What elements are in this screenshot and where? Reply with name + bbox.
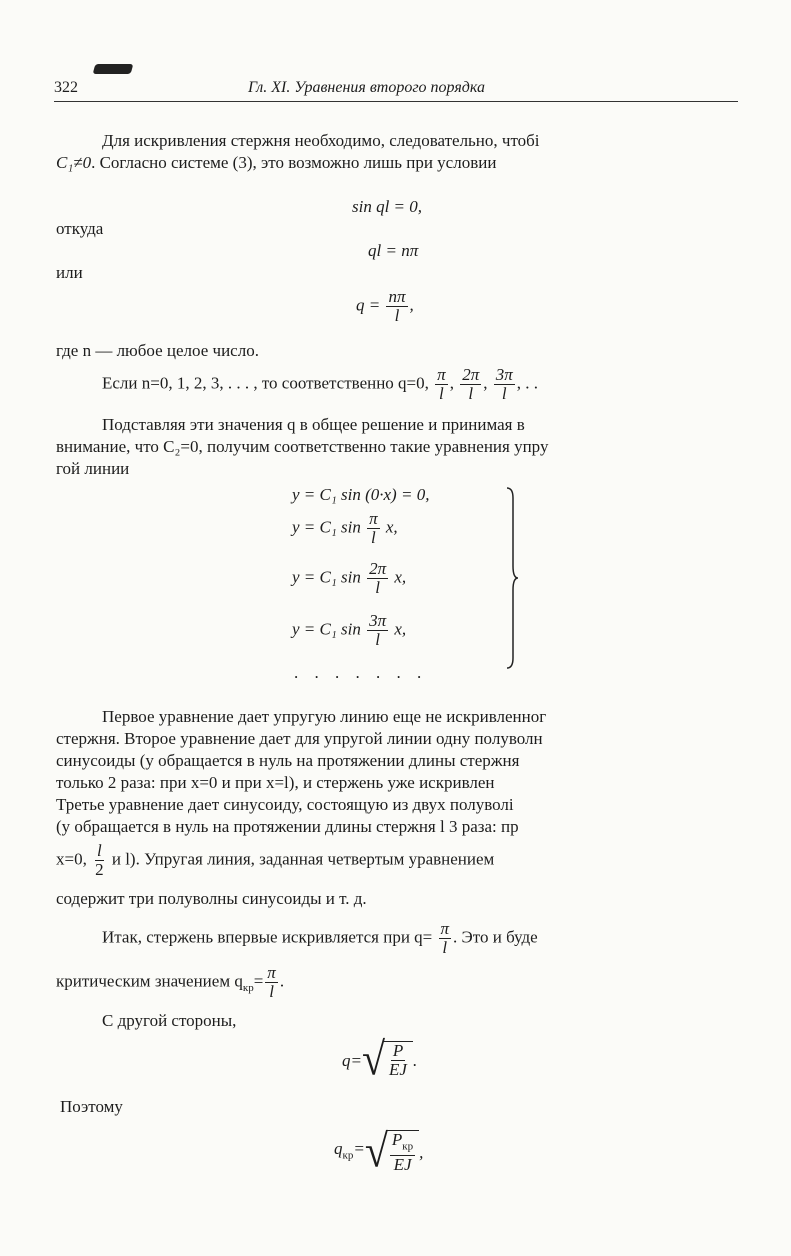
fraction-npi-l [386, 288, 407, 325]
denominator: EJ [393, 1155, 412, 1175]
word-otkuda: откуда [56, 219, 104, 238]
denominator: l [375, 578, 380, 597]
p3-7-rest: и l). Упругая линия, заданная четвертым уравнением [107, 849, 495, 869]
radicand [383, 1041, 413, 1079]
denominator: 2 [95, 860, 104, 879]
esli-tail: , . . [516, 373, 538, 393]
system-dots: . . . . . . . [294, 663, 428, 682]
numerator: 3π [369, 611, 387, 630]
fraction-pi-l [367, 510, 380, 547]
paragraph-2-line-3: гой линии [56, 459, 130, 478]
system-eq-4 [292, 612, 406, 649]
equation-q-sqrt-p-ej [342, 1034, 418, 1086]
sys-lhs: y = C₁ sin [292, 619, 366, 639]
sys-x: x, [390, 619, 407, 639]
paragraph-3-line-6: (y обращается в нуль на протяжении длины стержня l 3 раза: пр [56, 817, 519, 836]
paragraph-1-line-1: Для искривления стержня необходимо, следовательно, чтобі [102, 131, 540, 150]
itak-lead: Итак, стержень впервые искривляется при q= [102, 927, 437, 947]
gde-n-line: где n — любое целое число. [56, 341, 259, 360]
denominator: l [439, 384, 444, 403]
crit-tail: . [279, 971, 285, 991]
fraction-pi-l [265, 964, 278, 1001]
fraction-pi-l [435, 366, 448, 403]
denominator: EJ [389, 1060, 407, 1079]
equation-qkr-sqrt [334, 1126, 424, 1178]
system-eq-3 [292, 560, 406, 597]
paragraph-1-line-2 [56, 152, 496, 173]
right-brace [505, 486, 519, 670]
fraction-p-ej [387, 1042, 409, 1079]
paragraph-3-line-1: Первое уравнение дает упругую линию еще не искривленног [102, 707, 547, 726]
running-title: Гл. XI. Уравнения второго порядка [248, 79, 485, 96]
denominator: l [442, 938, 448, 957]
paragraph-2-line-1: Подставляя эти значения q в общее решение и принимая в [102, 415, 525, 434]
ink-mark [93, 64, 134, 74]
p3-7-lead: x=0, [56, 849, 92, 869]
itak-line [102, 920, 538, 957]
fraction-pi-l [439, 920, 452, 957]
equation-sin-ql: sin ql = 0, [352, 197, 423, 216]
fraction-l-over-2 [93, 842, 106, 879]
equation-ql-npi: ql = nπ [368, 241, 419, 260]
paragraph-3-line-5: Третье уравнение дает синусоиду, состоящую из двух полуволі [56, 795, 514, 814]
word-poetomu: Поэтому [60, 1097, 123, 1116]
numerator: 2π [462, 365, 480, 384]
paragraph-3-line-4: только 2 раза: при x=0 и при x=l), и стержень уже искривлен [56, 773, 495, 792]
eq3-lhs: q = [356, 295, 385, 315]
numerator: P [391, 1130, 403, 1149]
sys-x: x, [381, 517, 398, 537]
crit-lead: критическим значением q [56, 971, 243, 991]
numerator: P [392, 1041, 404, 1060]
sqrt-expression: $q_{кр}=$ √ $\frac{P_{кр}}{EJ}$ , [334, 1126, 424, 1178]
numerator: π [369, 509, 378, 528]
fraction-2pi-l [367, 560, 388, 597]
page-number: 322 [54, 79, 78, 96]
numerator: 3π [495, 365, 513, 384]
fraction-3pi-l [494, 366, 515, 403]
denominator: l [501, 384, 507, 403]
denominator: l [371, 528, 376, 547]
subscript-kr: кр [402, 1140, 414, 1153]
numerator: π [440, 919, 450, 938]
q-eq: q= [342, 1050, 362, 1070]
denominator: l [269, 982, 274, 1001]
header-rule [54, 101, 738, 102]
fraction-pkr-ej [390, 1131, 415, 1174]
denominator: l [468, 384, 474, 403]
radical-sign: √ [361, 1034, 386, 1086]
numerator: 2π [369, 559, 387, 578]
numerator: π [267, 963, 276, 982]
denominator: l [394, 306, 400, 325]
word-ili: или [56, 263, 83, 282]
numerator: l [96, 841, 102, 860]
numerator: π [437, 365, 446, 384]
paragraph-3-line-3: синусоиды (y обращается в нуль на протяжении длины стержня [56, 751, 520, 770]
radicand [386, 1130, 419, 1174]
s-drugoy-storony: С другой стороны, [102, 1011, 237, 1030]
esli-line: Если n=0, 1, 2, 3, . . . , то соответственно q=0, $\frac{\pi}{l}$ , $\frac{2\pi}{l}$ , $\frac{3\pi}{l}$ , . . [102, 365, 538, 403]
qkr-eq: = [353, 1139, 365, 1158]
esli-lead: Если n=0, 1, 2, 3, . . . , то соответственно q=0, [102, 373, 434, 393]
paragraph-2-line-2: внимание, что C₂=0, получим соответственно такие уравнения упру [56, 437, 549, 456]
p1-line2-rest: . Согласно системе (3), это возможно лишь при условии [91, 153, 497, 172]
numerator: nπ [388, 287, 406, 306]
sqrt-expression [342, 1034, 418, 1086]
denominator: l [375, 630, 380, 649]
fraction-3pi-l [367, 612, 388, 649]
paragraph-3-line-7 [56, 842, 494, 879]
eq-dot: . [412, 1050, 418, 1070]
fraction-2pi-l [460, 366, 481, 403]
sys-lhs: y = C₁ sin [292, 517, 366, 537]
critical-value-line [56, 964, 284, 1001]
subscript-kr: кр [242, 981, 254, 994]
equation-q-npi-over-l: q = $\frac{n\pi}{l}$ , [356, 287, 414, 325]
paragraph-3-line-8: содержит три полуволны синусоиды и т. д. [56, 889, 367, 908]
eq-comma: , [419, 1142, 424, 1162]
paragraph-3-line-2: стержня. Второе уравнение дает для упругой линии одну полуволн [56, 729, 543, 748]
c1-ne-0: C₁≠0 [56, 153, 92, 172]
crit-eq: = [253, 971, 264, 991]
sys-x: x, [390, 567, 407, 587]
itak-tail: . Это и буде [453, 927, 538, 947]
sys-lhs: y = C₁ sin [292, 567, 366, 587]
system-eq-2 [292, 510, 398, 547]
radical-sign: √ [364, 1126, 388, 1178]
subscript-kr: кр [342, 1149, 354, 1162]
system-eq-1: y = C₁ sin (0·x) = 0, [292, 485, 430, 504]
